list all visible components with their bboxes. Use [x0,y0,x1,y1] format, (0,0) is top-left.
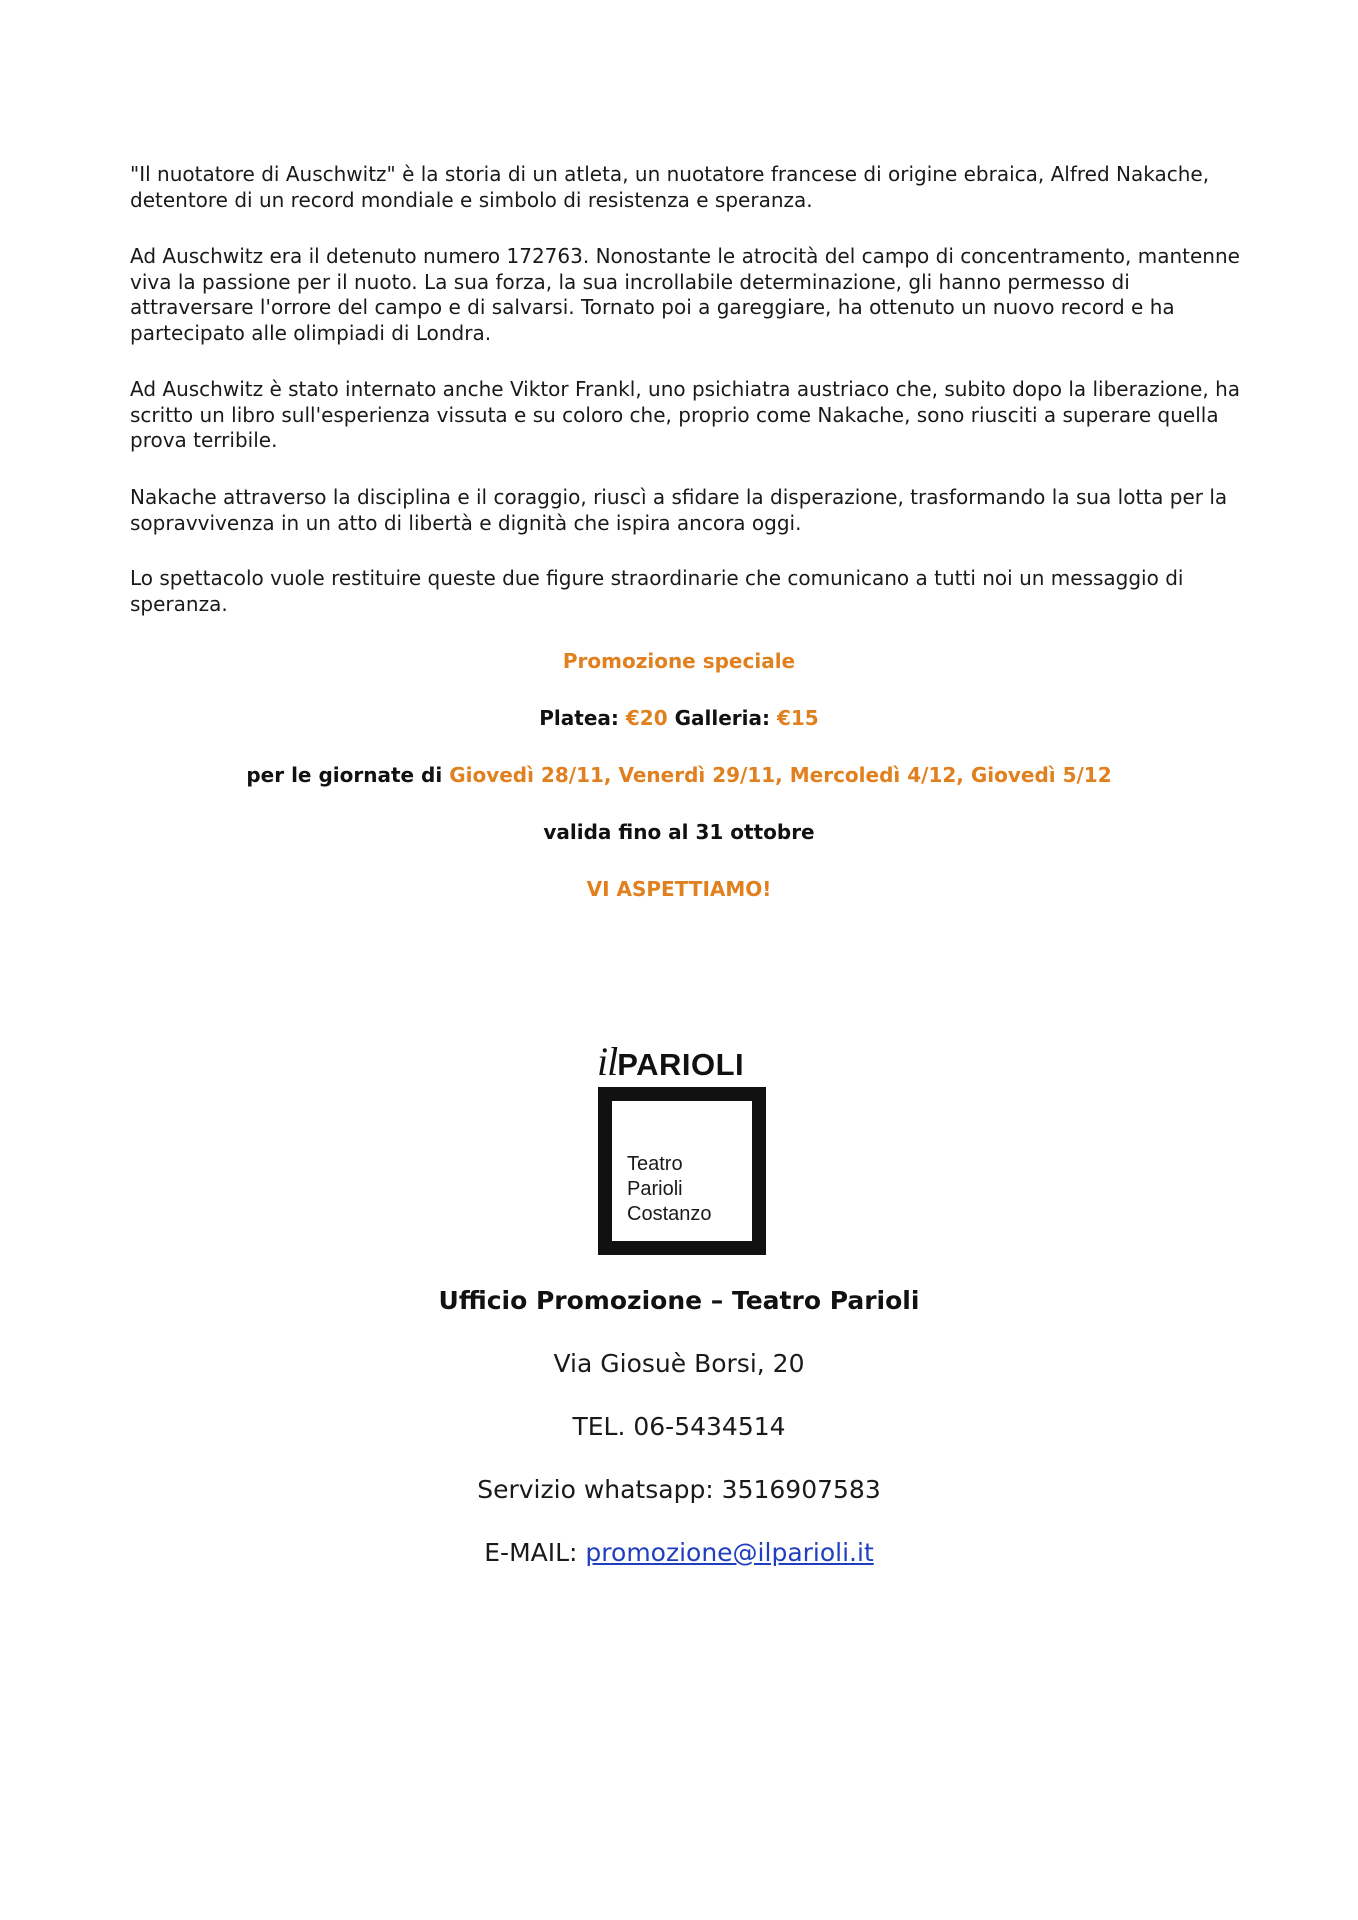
galleria-price: €15 [776,706,819,730]
contact-title: Ufficio Promozione – Teatro Parioli [438,1286,920,1315]
theatre-logo-box [598,1087,766,1255]
logo-name: PARIOLI [617,1047,745,1082]
platea-price: €20 [625,706,668,730]
galleria-label: Galleria: [674,706,770,730]
dates-label: per le giornate di [246,763,443,787]
promo-title: Promozione speciale [562,649,796,673]
promo-validity: valida fino al 31 ottobre [543,820,815,844]
logo-box-inner [612,1101,752,1241]
paragraph-discipline: Nakache attraverso la disciplina e il coraggio, riuscì a sfidare la disperazione, trasformando la sua lotta per la sopravvivenza in un atto di libertà e dignità che ispira ancora oggi. [130,485,1228,535]
logo-box-text: Teatro Parioli Costanzo [627,1153,712,1225]
paragraph-show: Lo spettacolo vuole restituire queste due figure straordinarie che comunicano a tutti noi un messaggio di speranza. [130,566,1184,616]
paragraph-frankl: Ad Auschwitz è stato internato anche Viktor Frankl, uno psichiatra austriaco che, subito dopo la liberazione, ha scritto un libro sull'esperienza vissuta e su coloro che, proprio come Nakache, sono riusciti a superare quella prova terribile. [130,377,1241,452]
dates-list: Giovedì 28/11, Venerdì 29/11, Mercoledì 4/12, Giovedì 5/12 [449,763,1112,787]
platea-label: Platea: [539,706,619,730]
contact-whatsapp: Servizio whatsapp: 3516907583 [477,1475,881,1504]
contact-address: Via Giosuè Borsi, 20 [553,1349,805,1378]
parioli-logo-wordmark [597,1038,777,1088]
contact-phone: TEL. 06-5434514 [572,1412,786,1441]
logo-prefix: il [597,1039,618,1084]
promo-prices [0,705,1358,731]
promo-dates [0,762,1358,788]
paragraph-intro: "Il nuotatore di Auschwitz" è la storia di un atleta, un nuotatore francese di origine ebraica, Alfred Nakache, detentore di un record mondiale e simbolo di resistenza e speranza. [130,162,1210,212]
paragraph-auschwitz-number: Ad Auschwitz era il detenuto numero 172763. Nonostante le atrocità del campo di concentramento, mantenne viva la passione per il nuoto. La sua forza, la sua incrollabile determinazione, gli hanno permesso di attraversare l'orrore del campo e di salvarsi. Tornato poi a gareggiare, ha ottenuto un nuovo record e ha partecipato alle olimpiadi di Londra. [130,244,1240,345]
email-label: E-MAIL: [484,1538,578,1567]
contact-email-line [0,1537,1358,1569]
email-link[interactable]: promozione@ilparioli.it [585,1538,874,1567]
promo-closing: VI ASPETTIAMO! [586,877,772,901]
